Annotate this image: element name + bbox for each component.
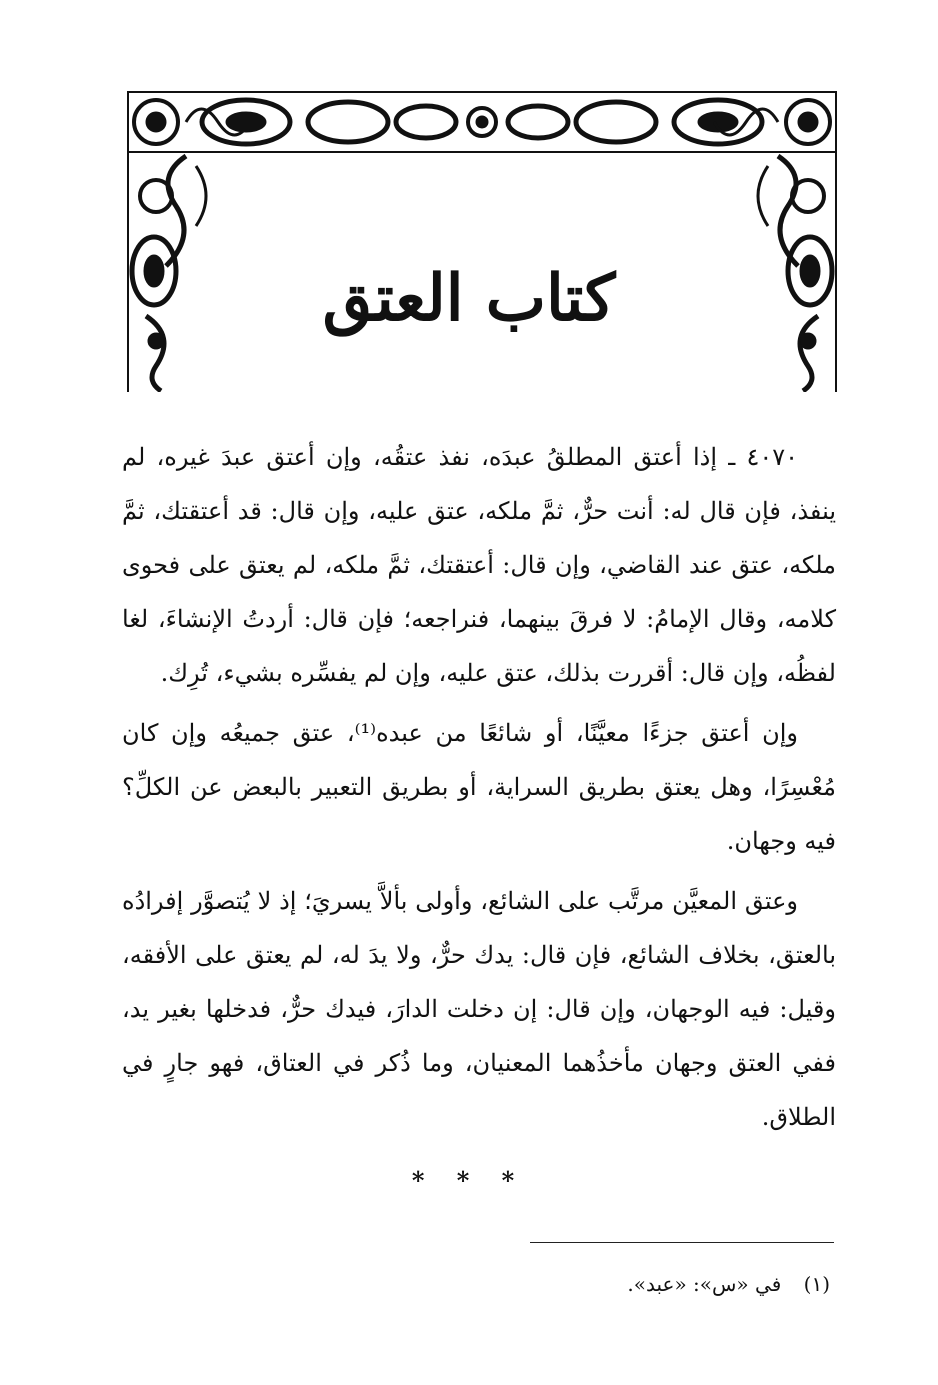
footnote-text: في «س»: «عبد».	[627, 1272, 782, 1296]
frame-ornament-icon	[126, 86, 838, 392]
main-text	[122, 430, 836, 1150]
paragraph: ٤٠٧٠ ـ إذا أعتق المطلقُ عبدَه، نفذ عتقُه، وإن أعتق عبدَ غيره، لم ينفذ، فإن قال له: أنت حرٌّ، ثمَّ ملكه، عتق عليه، وإن قال: قد أعتقتك، ثمَّ ملكه، عتق عند القاضي، وإن قال: أعتقتك، ثمَّ ملكه، لم يعتق على فحوى كلامه، وقال الإمامُ: لا فرقَ بينهما، فنراجعه؛ فإن قال: أردتُ الإنشاءَ، لغا لفظُه، وإن قال: أقررت بذلك، عتق عليه، وإن لم يفسِّره بشيء، تُرِك.	[122, 443, 836, 687]
section-separator: * * *	[411, 1166, 527, 1195]
paragraph: وعتق المعيَّن مرتَّب على الشائع، وأولى بألاَّ يسريَ؛ إذ لا يُتصوَّر إفرادُه بالعتق، بخلاف الشائع، فإن قال: يدك حرٌّ، ولا يدَ له، لم يعتق على الأفقه، وقيل: فيه الوجهان، وإن قال: إن دخلت الدارَ، فيدك حرٌّ، فدخلها بغير يد، ففي العتق وجهان مأخذُهما المعنيان، وما ذُكر في العتاق، فهو جارٍ في الطلاق.	[122, 887, 836, 1131]
footnote-number: (١)	[803, 1272, 830, 1296]
chapter-title: كتاب العتق	[322, 260, 616, 336]
paragraph: وإن أعتق جزءًا معيَّنًا، أو شائعًا من عبده⁽¹⁾، عتق جميعُه وإن كان مُعْسِرًا، وهل يعتق بطريق السراية، أو بطريق التعبير بالبعض عن الكلِّ؟ فيه وجهان.	[122, 719, 836, 855]
ornamental-frame	[126, 86, 838, 392]
footnote-divider	[530, 1242, 834, 1243]
footnote	[400, 1264, 830, 1304]
